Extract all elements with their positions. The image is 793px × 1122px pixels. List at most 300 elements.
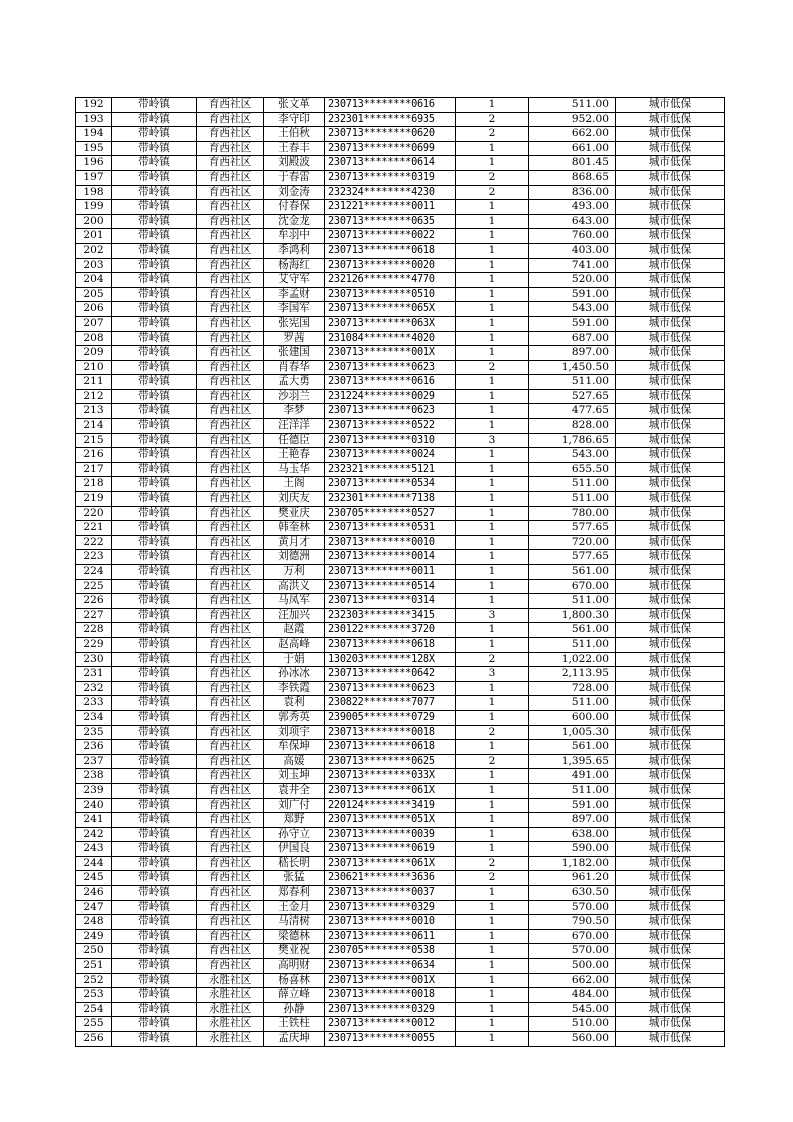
household-size-cell: 1 (456, 389, 529, 404)
town-cell: 带岭镇 (112, 944, 197, 959)
table-row (76, 725, 725, 740)
amount-cell: 643.00 (529, 214, 616, 229)
community-cell: 育西社区 (197, 710, 264, 725)
household-size-cell: 1 (456, 141, 529, 156)
assistance-type-cell: 城市低保 (616, 944, 725, 959)
assistance-type-cell: 城市低保 (616, 856, 725, 871)
town-cell: 带岭镇 (112, 258, 197, 273)
name-cell: 任德臣 (264, 433, 325, 448)
row-number: 219 (76, 492, 112, 507)
id-number-cell: 230705********0527 (325, 506, 456, 521)
community-cell: 育西社区 (197, 419, 264, 434)
household-size-cell: 1 (456, 842, 529, 857)
row-number: 196 (76, 156, 112, 171)
community-cell: 育西社区 (197, 681, 264, 696)
amount-cell: 560.00 (529, 1032, 616, 1047)
id-number-cell: 230621********3636 (325, 871, 456, 886)
household-size-cell: 1 (456, 1002, 529, 1017)
assistance-type-cell: 城市低保 (616, 360, 725, 375)
community-cell: 育西社区 (197, 506, 264, 521)
row-number: 238 (76, 769, 112, 784)
town-cell: 带岭镇 (112, 287, 197, 302)
row-number: 248 (76, 915, 112, 930)
amount-cell: 655.50 (529, 462, 616, 477)
id-number-cell: 230713********0616 (325, 375, 456, 390)
id-number-cell: 230713********0618 (325, 637, 456, 652)
table-row (76, 1032, 725, 1047)
name-cell: 刘殿波 (264, 156, 325, 171)
assistance-type-cell: 城市低保 (616, 273, 725, 288)
name-cell: 郑春利 (264, 886, 325, 901)
id-number-cell: 230713********0623 (325, 681, 456, 696)
town-cell: 带岭镇 (112, 214, 197, 229)
assistance-type-cell: 城市低保 (616, 170, 725, 185)
table-body (76, 98, 725, 1047)
assistance-type-cell: 城市低保 (616, 973, 725, 988)
community-cell: 育西社区 (197, 594, 264, 609)
row-number: 208 (76, 331, 112, 346)
row-number: 221 (76, 521, 112, 536)
table-row (76, 389, 725, 404)
household-size-cell: 1 (456, 988, 529, 1003)
id-number-cell: 230705********0538 (325, 944, 456, 959)
town-cell: 带岭镇 (112, 492, 197, 507)
row-number: 195 (76, 141, 112, 156)
household-size-cell: 1 (456, 915, 529, 930)
household-size-cell: 1 (456, 346, 529, 361)
community-cell: 育西社区 (197, 127, 264, 142)
community-cell: 育西社区 (197, 98, 264, 113)
town-cell: 带岭镇 (112, 681, 197, 696)
assistance-type-cell: 城市低保 (616, 886, 725, 901)
household-size-cell: 2 (456, 754, 529, 769)
community-cell: 永胜社区 (197, 1032, 264, 1047)
row-number: 231 (76, 667, 112, 682)
row-number: 251 (76, 959, 112, 974)
community-cell: 育西社区 (197, 287, 264, 302)
id-number-cell: 230713********0020 (325, 258, 456, 273)
household-size-cell: 2 (456, 360, 529, 375)
town-cell: 带岭镇 (112, 667, 197, 682)
row-number: 254 (76, 1002, 112, 1017)
row-number: 218 (76, 477, 112, 492)
table-row (76, 944, 725, 959)
name-cell: 赵霞 (264, 623, 325, 638)
assistance-type-cell: 城市低保 (616, 521, 725, 536)
town-cell: 带岭镇 (112, 127, 197, 142)
assistance-type-cell: 城市低保 (616, 112, 725, 127)
amount-cell: 790.50 (529, 915, 616, 930)
table-row (76, 375, 725, 390)
amount-cell: 687.00 (529, 331, 616, 346)
name-cell: 沈金龙 (264, 214, 325, 229)
household-size-cell: 1 (456, 229, 529, 244)
community-cell: 永胜社区 (197, 1002, 264, 1017)
table-row (76, 200, 725, 215)
assistance-type-cell: 城市低保 (616, 623, 725, 638)
household-size-cell: 1 (456, 959, 529, 974)
name-cell: 沙羽兰 (264, 389, 325, 404)
town-cell: 带岭镇 (112, 959, 197, 974)
community-cell: 育西社区 (197, 331, 264, 346)
name-cell: 刘广付 (264, 798, 325, 813)
community-cell: 育西社区 (197, 929, 264, 944)
community-cell: 育西社区 (197, 316, 264, 331)
table-row (76, 856, 725, 871)
amount-cell: 561.00 (529, 740, 616, 755)
amount-cell: 484.00 (529, 988, 616, 1003)
amount-cell: 670.00 (529, 579, 616, 594)
table-row (76, 331, 725, 346)
town-cell: 带岭镇 (112, 900, 197, 915)
household-size-cell: 1 (456, 783, 529, 798)
table-row (76, 827, 725, 842)
table-row (76, 170, 725, 185)
table-row (76, 754, 725, 769)
table-row (76, 667, 725, 682)
amount-cell: 952.00 (529, 112, 616, 127)
assistance-type-cell: 城市低保 (616, 331, 725, 346)
assistance-type-cell: 城市低保 (616, 988, 725, 1003)
amount-cell: 591.00 (529, 798, 616, 813)
row-number: 210 (76, 360, 112, 375)
table-row (76, 316, 725, 331)
community-cell: 永胜社区 (197, 988, 264, 1003)
id-number-cell: 230713********0024 (325, 448, 456, 463)
household-size-cell: 1 (456, 740, 529, 755)
town-cell: 带岭镇 (112, 433, 197, 448)
assistance-type-cell: 城市低保 (616, 98, 725, 113)
name-cell: 张建国 (264, 346, 325, 361)
table-row (76, 637, 725, 652)
name-cell: 张猛 (264, 871, 325, 886)
name-cell: 王春丰 (264, 141, 325, 156)
town-cell: 带岭镇 (112, 98, 197, 113)
table-row (76, 900, 725, 915)
id-number-cell: 232126********4770 (325, 273, 456, 288)
name-cell: 牟羽中 (264, 229, 325, 244)
amount-cell: 662.00 (529, 973, 616, 988)
name-cell: 樊亚祝 (264, 944, 325, 959)
community-cell: 育西社区 (197, 550, 264, 565)
amount-cell: 511.00 (529, 696, 616, 711)
household-size-cell: 3 (456, 608, 529, 623)
row-number: 209 (76, 346, 112, 361)
name-cell: 王艳春 (264, 448, 325, 463)
amount-cell: 868.65 (529, 170, 616, 185)
id-number-cell: 230713********061X (325, 783, 456, 798)
name-cell: 嵇长明 (264, 856, 325, 871)
table-row (76, 973, 725, 988)
amount-cell: 511.00 (529, 477, 616, 492)
community-cell: 育西社区 (197, 229, 264, 244)
household-size-cell: 1 (456, 521, 529, 536)
assistance-type-cell: 城市低保 (616, 141, 725, 156)
table-row (76, 419, 725, 434)
town-cell: 带岭镇 (112, 521, 197, 536)
table-row (76, 871, 725, 886)
amount-cell: 545.00 (529, 1002, 616, 1017)
town-cell: 带岭镇 (112, 389, 197, 404)
name-cell: 付春保 (264, 200, 325, 215)
town-cell: 带岭镇 (112, 535, 197, 550)
town-cell: 带岭镇 (112, 1002, 197, 1017)
assistance-type-cell: 城市低保 (616, 652, 725, 667)
amount-cell: 1,800.30 (529, 608, 616, 623)
assistance-type-cell: 城市低保 (616, 462, 725, 477)
row-number: 199 (76, 200, 112, 215)
assistance-type-cell: 城市低保 (616, 1032, 725, 1047)
household-size-cell: 1 (456, 579, 529, 594)
household-size-cell: 1 (456, 900, 529, 915)
town-cell: 带岭镇 (112, 813, 197, 828)
row-number: 237 (76, 754, 112, 769)
community-cell: 育西社区 (197, 156, 264, 171)
amount-cell: 760.00 (529, 229, 616, 244)
town-cell: 带岭镇 (112, 302, 197, 317)
town-cell: 带岭镇 (112, 652, 197, 667)
town-cell: 带岭镇 (112, 842, 197, 857)
table-row (76, 710, 725, 725)
town-cell: 带岭镇 (112, 915, 197, 930)
town-cell: 带岭镇 (112, 273, 197, 288)
assistance-type-cell: 城市低保 (616, 506, 725, 521)
id-number-cell: 230713********0011 (325, 565, 456, 580)
household-size-cell: 1 (456, 200, 529, 215)
id-number-cell: 230713********061X (325, 856, 456, 871)
name-cell: 孟庆坤 (264, 1032, 325, 1047)
table-row (76, 98, 725, 113)
community-cell: 永胜社区 (197, 973, 264, 988)
id-number-cell: 230713********0635 (325, 214, 456, 229)
amount-cell: 500.00 (529, 959, 616, 974)
table-row (76, 273, 725, 288)
name-cell: 薛立峰 (264, 988, 325, 1003)
table-row (76, 506, 725, 521)
community-cell: 育西社区 (197, 141, 264, 156)
row-number: 255 (76, 1017, 112, 1032)
name-cell: 牟保坤 (264, 740, 325, 755)
name-cell: 赵高峰 (264, 637, 325, 652)
household-size-cell: 1 (456, 331, 529, 346)
row-number: 233 (76, 696, 112, 711)
id-number-cell: 230713********0010 (325, 535, 456, 550)
assistance-type-cell: 城市低保 (616, 900, 725, 915)
town-cell: 带岭镇 (112, 404, 197, 419)
amount-cell: 1,786.65 (529, 433, 616, 448)
amount-cell: 780.00 (529, 506, 616, 521)
table-row (76, 696, 725, 711)
household-size-cell: 1 (456, 637, 529, 652)
table-row (76, 360, 725, 375)
amount-cell: 728.00 (529, 681, 616, 696)
name-cell: 刘德洲 (264, 550, 325, 565)
row-number: 239 (76, 783, 112, 798)
town-cell: 带岭镇 (112, 988, 197, 1003)
table-row (76, 521, 725, 536)
row-number: 204 (76, 273, 112, 288)
row-number: 250 (76, 944, 112, 959)
id-number-cell: 230713********0618 (325, 243, 456, 258)
amount-cell: 511.00 (529, 492, 616, 507)
household-size-cell: 2 (456, 127, 529, 142)
row-number: 216 (76, 448, 112, 463)
name-cell: 韩奎林 (264, 521, 325, 536)
town-cell: 带岭镇 (112, 185, 197, 200)
row-number: 253 (76, 988, 112, 1003)
id-number-cell: 230713********0620 (325, 127, 456, 142)
assistance-type-cell: 城市低保 (616, 214, 725, 229)
community-cell: 育西社区 (197, 959, 264, 974)
community-cell: 育西社区 (197, 433, 264, 448)
name-cell: 万利 (264, 565, 325, 580)
id-number-cell: 230713********0510 (325, 287, 456, 302)
assistance-type-cell: 城市低保 (616, 1017, 725, 1032)
amount-cell: 543.00 (529, 448, 616, 463)
id-number-cell: 230713********0022 (325, 229, 456, 244)
row-number: 234 (76, 710, 112, 725)
amount-cell: 511.00 (529, 375, 616, 390)
row-number: 197 (76, 170, 112, 185)
amount-cell: 561.00 (529, 565, 616, 580)
row-number: 211 (76, 375, 112, 390)
table-row (76, 185, 725, 200)
assistance-type-cell: 城市低保 (616, 287, 725, 302)
name-cell: 高媛 (264, 754, 325, 769)
row-number: 207 (76, 316, 112, 331)
row-number: 245 (76, 871, 112, 886)
id-number-cell: 231084********4020 (325, 331, 456, 346)
community-cell: 育西社区 (197, 360, 264, 375)
assistance-type-cell: 城市低保 (616, 959, 725, 974)
assistance-type-cell: 城市低保 (616, 740, 725, 755)
name-cell: 马凤军 (264, 594, 325, 609)
id-number-cell: 230713********0018 (325, 988, 456, 1003)
assistance-type-cell: 城市低保 (616, 871, 725, 886)
table-row (76, 959, 725, 974)
community-cell: 育西社区 (197, 783, 264, 798)
row-number: 244 (76, 856, 112, 871)
community-cell: 育西社区 (197, 565, 264, 580)
amount-cell: 520.00 (529, 273, 616, 288)
id-number-cell: 230713********0699 (325, 141, 456, 156)
household-size-cell: 1 (456, 273, 529, 288)
id-number-cell: 230713********033X (325, 769, 456, 784)
community-cell: 育西社区 (197, 856, 264, 871)
amount-cell: 561.00 (529, 623, 616, 638)
town-cell: 带岭镇 (112, 623, 197, 638)
town-cell: 带岭镇 (112, 608, 197, 623)
household-size-cell: 1 (456, 769, 529, 784)
id-number-cell: 230713********0614 (325, 156, 456, 171)
town-cell: 带岭镇 (112, 170, 197, 185)
assistance-type-cell: 城市低保 (616, 200, 725, 215)
assistance-type-cell: 城市低保 (616, 477, 725, 492)
town-cell: 带岭镇 (112, 506, 197, 521)
community-cell: 育西社区 (197, 813, 264, 828)
id-number-cell: 239005********0729 (325, 710, 456, 725)
row-number: 241 (76, 813, 112, 828)
table-row (76, 886, 725, 901)
town-cell: 带岭镇 (112, 579, 197, 594)
name-cell: 刘玉坤 (264, 769, 325, 784)
household-size-cell: 2 (456, 112, 529, 127)
assistance-type-cell: 城市低保 (616, 404, 725, 419)
household-size-cell: 3 (456, 433, 529, 448)
household-size-cell: 1 (456, 565, 529, 580)
assistance-type-cell: 城市低保 (616, 1002, 725, 1017)
name-cell: 李梦 (264, 404, 325, 419)
community-cell: 育西社区 (197, 521, 264, 536)
assistance-type-cell: 城市低保 (616, 929, 725, 944)
name-cell: 李铁霞 (264, 681, 325, 696)
id-number-cell: 230822********7077 (325, 696, 456, 711)
community-cell: 永胜社区 (197, 1017, 264, 1032)
name-cell: 王伯秋 (264, 127, 325, 142)
community-cell: 育西社区 (197, 258, 264, 273)
amount-cell: 591.00 (529, 287, 616, 302)
assistance-type-cell: 城市低保 (616, 915, 725, 930)
row-number: 212 (76, 389, 112, 404)
row-number: 194 (76, 127, 112, 142)
row-number: 222 (76, 535, 112, 550)
amount-cell: 1,450.50 (529, 360, 616, 375)
row-number: 203 (76, 258, 112, 273)
name-cell: 樊亚庆 (264, 506, 325, 521)
table-row (76, 594, 725, 609)
assistance-type-cell: 城市低保 (616, 448, 725, 463)
community-cell: 育西社区 (197, 448, 264, 463)
amount-cell: 511.00 (529, 783, 616, 798)
name-cell: 季鸿利 (264, 243, 325, 258)
community-cell: 育西社区 (197, 652, 264, 667)
town-cell: 带岭镇 (112, 710, 197, 725)
table-row (76, 448, 725, 463)
assistance-type-cell: 城市低保 (616, 375, 725, 390)
table-row (76, 798, 725, 813)
id-number-cell: 230713********0616 (325, 98, 456, 113)
household-size-cell: 1 (456, 156, 529, 171)
household-size-cell: 1 (456, 419, 529, 434)
id-number-cell: 230713********0314 (325, 594, 456, 609)
table-row (76, 988, 725, 1003)
assistance-type-cell: 城市低保 (616, 156, 725, 171)
table-row (76, 112, 725, 127)
name-cell: 高洪义 (264, 579, 325, 594)
amount-cell: 897.00 (529, 346, 616, 361)
assistance-type-cell: 城市低保 (616, 681, 725, 696)
assistance-type-cell: 城市低保 (616, 710, 725, 725)
household-size-cell: 2 (456, 185, 529, 200)
assistance-type-cell: 城市低保 (616, 769, 725, 784)
amount-cell: 638.00 (529, 827, 616, 842)
name-cell: 于娟 (264, 652, 325, 667)
name-cell: 梁德林 (264, 929, 325, 944)
town-cell: 带岭镇 (112, 754, 197, 769)
assistance-type-cell: 城市低保 (616, 185, 725, 200)
id-number-cell: 230713********0012 (325, 1017, 456, 1032)
id-number-cell: 230713********065X (325, 302, 456, 317)
household-size-cell: 2 (456, 725, 529, 740)
amount-cell: 670.00 (529, 929, 616, 944)
table-row (76, 565, 725, 580)
name-cell: 袁利 (264, 696, 325, 711)
community-cell: 育西社区 (197, 623, 264, 638)
id-number-cell: 230713********0014 (325, 550, 456, 565)
id-number-cell: 231224********0029 (325, 389, 456, 404)
assistance-type-cell: 城市低保 (616, 667, 725, 682)
household-size-cell: 2 (456, 856, 529, 871)
